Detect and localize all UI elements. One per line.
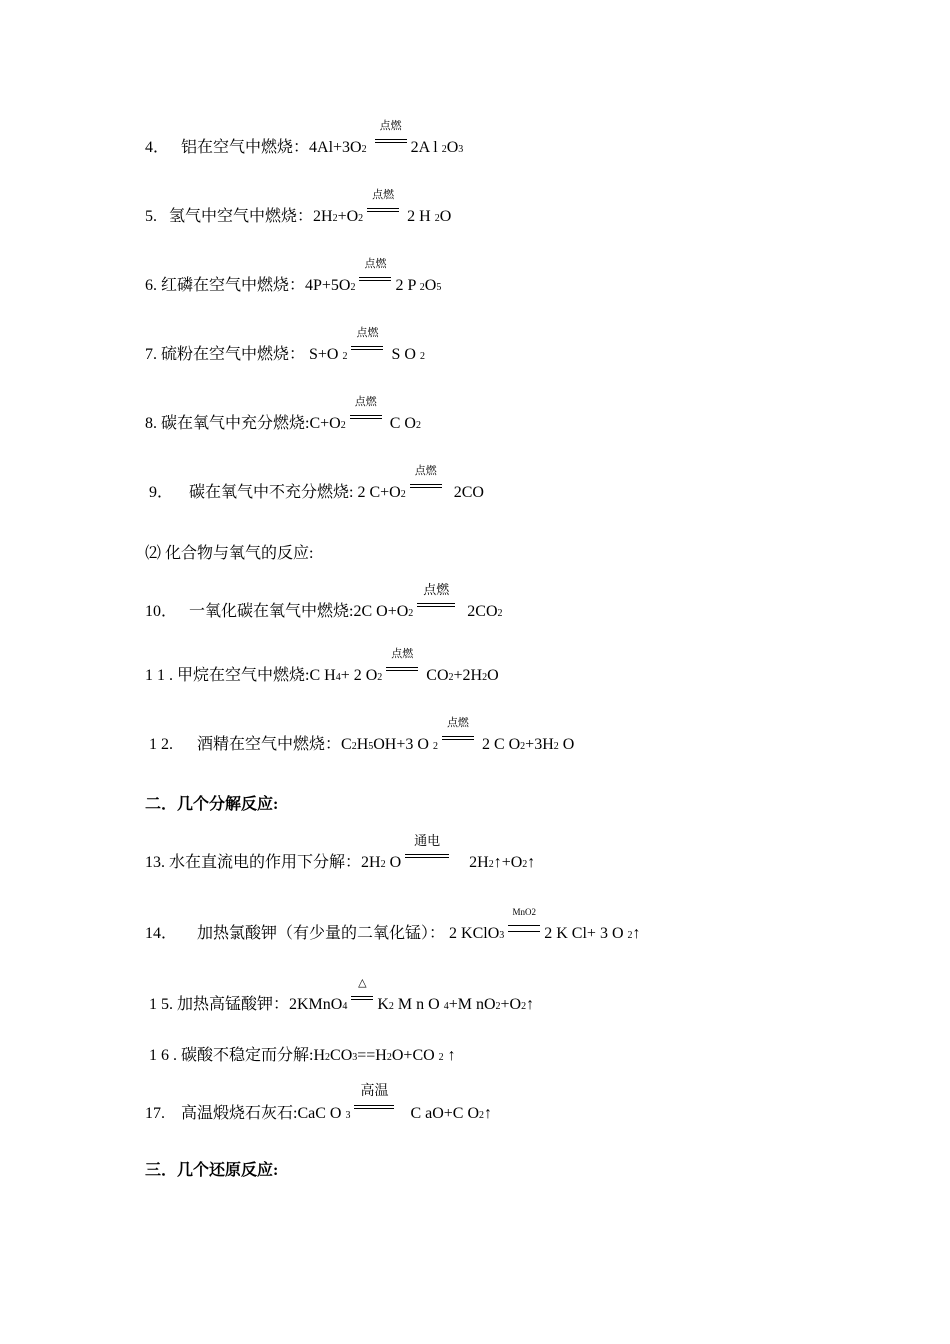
item-number: 5. <box>145 208 157 225</box>
item-number: 13. <box>145 854 165 871</box>
equation-text: 硫粉在空气中燃烧： S+O <box>161 346 343 363</box>
equation-text: 水在直流电的作用下分解：2H <box>169 854 381 871</box>
item-number: 1 2. <box>149 736 173 753</box>
reaction-condition: 高温 <box>352 1096 396 1118</box>
equation-text: 加热高锰酸钾：2KMnO <box>177 996 343 1013</box>
equation-line-10: 10． 一氧化碳在氧气中燃烧:2C O+O2 点燃 2CO2 <box>145 582 503 620</box>
equation-text: 碳在氧气中不充分燃烧: 2 C+O <box>189 484 401 501</box>
reaction-condition: 点燃 <box>357 268 393 290</box>
equation-line-15: 1 5. 加热高锰酸钾：2KMnO4 △ K2 M n O 4+M nO2+O2↑ <box>149 977 535 1013</box>
equation-text: 甲烷在空气中燃烧:C H <box>177 667 336 684</box>
equation-line-9: 9． 碳在氧气中不充分燃烧: 2 C+O2 点燃 2CO <box>149 465 484 501</box>
equation-line-17: 17. 高温煅烧石灰石:CaC O 3 高温 C aO+C O2↑ <box>145 1084 493 1122</box>
equation-text: 氢气中空气中燃烧：2H <box>169 208 333 225</box>
item-number: 7. <box>145 346 157 363</box>
equation-text: 碳酸不稳定而分解:H <box>181 1047 326 1064</box>
section-heading-decomposition: 二．几个分解反应: <box>145 796 279 813</box>
item-number: 10． <box>145 603 178 620</box>
item-number: 8. <box>145 415 157 432</box>
item-number: 1 1 . <box>145 667 173 684</box>
reaction-condition: 点燃 <box>415 594 457 616</box>
item-number: 1 5. <box>149 996 173 1013</box>
equation-line-12: 1 2. 酒精在空气中燃烧：C2H5OH+3 O 2 点燃 2 C O2+3H2 O <box>149 717 575 753</box>
equation-text: 红磷在空气中燃烧：4P+5O <box>161 277 351 294</box>
reaction-condition: 点燃 <box>349 337 385 359</box>
equation-text: 加热氯酸钾（有少量的二氧化锰）： 2 KClO <box>197 925 500 942</box>
equation-text: 铝在空气中燃烧：4Al+3O <box>181 139 362 156</box>
equation-text: 碳在氧气中充分燃烧:C+O <box>161 415 341 432</box>
reaction-condition: 通电 <box>403 845 451 867</box>
equation-line-5: 5. 氢气中空气中燃烧：2H2+O2 点燃 2 H 2O <box>145 189 452 225</box>
section-heading-reduction: 三．几个还原反应: <box>145 1162 279 1179</box>
equation-line-16: 1 6 . 碳酸不稳定而分解:H2CO3==H2O+CO 2 ↑ <box>149 1047 456 1064</box>
reaction-condition: 点燃 <box>440 727 476 749</box>
equation-text: 酒精在空气中燃烧：C <box>197 736 352 753</box>
item-number: 14． <box>145 925 178 942</box>
item-number: 1 6 . <box>149 1047 177 1064</box>
item-number: 17. <box>145 1105 165 1122</box>
reaction-condition: 点燃 <box>373 130 409 152</box>
subsection-heading: ⑵ 化合物与氧气的反应: <box>145 545 314 562</box>
item-number: 4． <box>145 139 170 156</box>
reaction-condition: 点燃 <box>408 475 444 497</box>
equation-line-14: 14． 加热氯酸钾（有少量的二氧化锰）： 2 KClO3 MnO2 2 K Cl+ 3 O 2↑ <box>145 907 641 942</box>
equation-line-11: 1 1 . 甲烷在空气中燃烧:C H4+ 2 O2 点燃 CO2+2H2O <box>145 648 499 684</box>
equation-line-13: 13. 水在直流电的作用下分解：2H2 O 通电 2H2↑+O2↑ <box>145 833 536 871</box>
equation-line-8: 8. 碳在氧气中充分燃烧:C+O2 点燃 C O2 <box>145 396 421 432</box>
reaction-condition: 点燃 <box>348 406 384 428</box>
reaction-condition: 点燃 <box>365 199 401 221</box>
equation-line-7: 7. 硫粉在空气中燃烧： S+O 2 点燃 S O 2 <box>145 327 425 363</box>
equation-text: 高温煅烧石灰石:CaC O <box>181 1105 346 1122</box>
equation-line-6: 6. 红磷在空气中燃烧：4P+5O2 点燃 2 P 2O5 <box>145 258 442 294</box>
item-number: 6. <box>145 277 157 294</box>
equation-text: 一氧化碳在氧气中燃烧:2C O+O <box>189 603 409 620</box>
item-number: 9． <box>149 484 174 501</box>
reaction-condition: 点燃 <box>384 658 420 680</box>
equation-line-4: 4． 铝在空气中燃烧：4Al+3O2 点燃 2A l 2O3 <box>145 120 464 156</box>
reaction-condition: △ <box>349 987 375 1009</box>
reaction-condition: MnO2 <box>506 916 542 938</box>
